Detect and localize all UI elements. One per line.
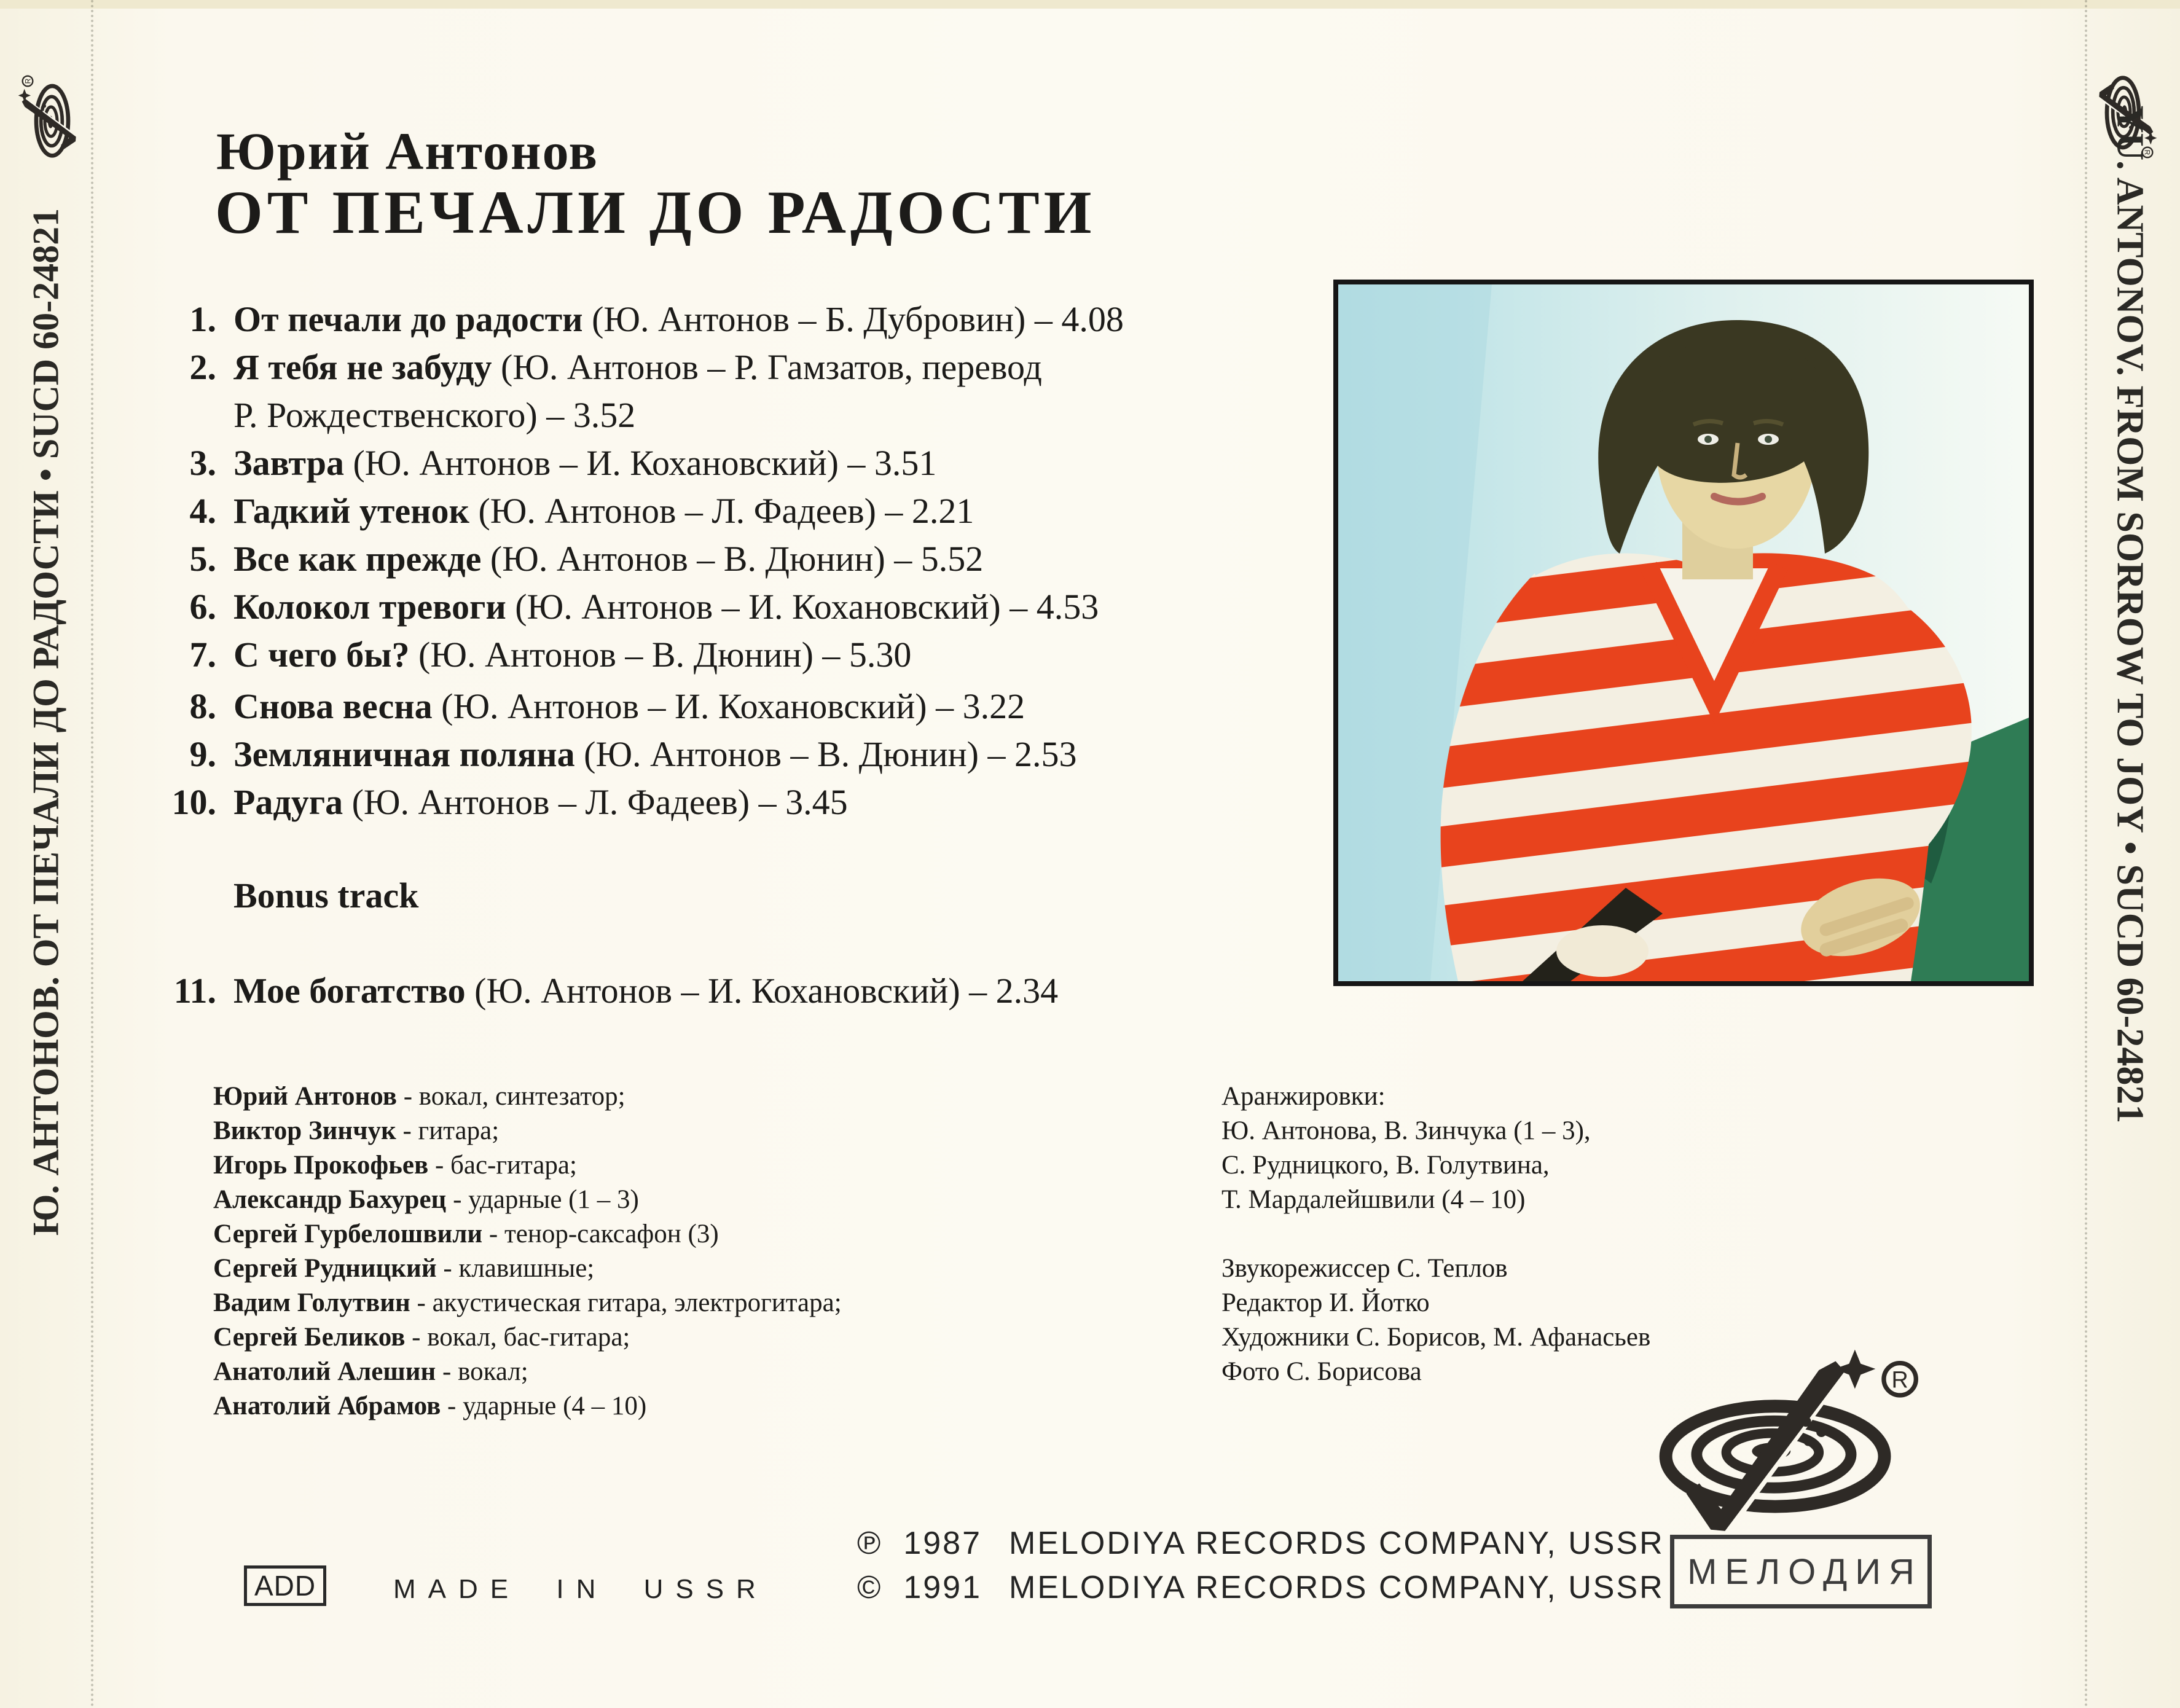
track-row [147, 488, 1352, 534]
track-number: 9. [189, 734, 216, 774]
copyright-line [857, 1569, 1664, 1606]
track-title: Завтра [233, 443, 344, 483]
track-title: Земляничная поляна [233, 734, 575, 774]
arrangements-line: Ю. Антонова, В. Зинчука (1 – 3), [1221, 1116, 1591, 1145]
track-credits: (Ю. Антонов – И. Кохановский) – 3.51 [343, 443, 937, 483]
track-credits: (Ю. Антонов – Р. Гамзатов, перевод [492, 347, 1042, 387]
melodiya-logo-small-left [15, 74, 77, 160]
phonogram-year: 1987 [903, 1526, 982, 1561]
track-number: 2. [189, 347, 216, 387]
track-title: Радуга [233, 782, 343, 822]
track-row [147, 536, 1352, 582]
track-number: 11. [173, 971, 216, 1011]
track-title: Мое богатство [233, 971, 466, 1011]
musician-line: Виктор Зинчук - гитара; [213, 1116, 500, 1145]
made-in-ussr-label: MADE IN USSR [393, 1574, 768, 1604]
arrangements-heading: Аранжировки: [1221, 1082, 1386, 1111]
track-number: 3. [189, 443, 216, 483]
track-row [147, 297, 1352, 342]
track-credits: (Ю. Антонов – И. Кохановский) – 2.34 [465, 971, 1059, 1011]
musician-line: Сергей Беликов - вокал, бас-гитара; [213, 1323, 630, 1352]
track-row [147, 441, 1352, 486]
track-number: 10. [171, 782, 216, 822]
track-number: 5. [189, 539, 216, 579]
staff-line: Звукорежиссер С. Теплов [1221, 1254, 1508, 1283]
track-row [147, 584, 1352, 630]
bonus-track-heading: Bonus track [233, 876, 419, 915]
track-credits: (Ю. Антонов – В. Дюнин) – 2.53 [574, 734, 1077, 774]
track-title: Все как прежде [233, 539, 482, 579]
musician-line: Анатолий Абрамов - ударные (4 – 10) [213, 1392, 647, 1420]
musician-line: Вадим Голутвин - акустическая гитара, электрогитара; [213, 1288, 842, 1317]
musician-line: Игорь Прокофьев - бас-гитара; [213, 1151, 577, 1180]
track-credits: (Ю. Антонов – В. Дюнин) – 5.30 [409, 635, 912, 675]
artist-photo [1333, 280, 2034, 986]
track-number: 1. [189, 299, 216, 339]
track-row-continuation [147, 393, 1352, 438]
track-credits: (Ю. Антонов – Л. Фадеев) – 2.21 [469, 491, 974, 531]
track-credits: Р. Рождественского) – 3.52 [233, 395, 636, 435]
musician-line: Сергей Гурбелошвили - тенор-саксафон (3) [213, 1220, 719, 1248]
arrangements-line: С. Рудницкого, В. Голутвина, [1221, 1151, 1550, 1180]
add-badge: ADD [244, 1565, 326, 1606]
staff-line: Фото С. Борисова [1221, 1357, 1422, 1386]
track-credits: (Ю. Антонов – И. Кохановский) – 4.53 [506, 587, 1099, 627]
musician-line: Александр Бахурец - ударные (1 – 3) [213, 1185, 639, 1214]
track-title: Снова весна [233, 686, 433, 726]
track-title: С чего бы? [233, 635, 410, 675]
copyright-company: MELODIYA RECORDS COMPANY, USSR [1009, 1570, 1664, 1605]
fold-line-left [91, 0, 93, 1708]
track-row [147, 780, 1352, 825]
track-title: Колокол тревоги [233, 587, 506, 627]
musician-line: Сергей Рудницкий - клавишные; [213, 1254, 595, 1283]
fold-line-right [2085, 0, 2087, 1708]
track-row [147, 684, 1352, 729]
scan-edge [0, 0, 2180, 9]
track-credits: (Ю. Антонов – Л. Фадеев) – 3.45 [343, 782, 848, 822]
track-row [147, 732, 1352, 777]
phonogram-company: MELODIYA RECORDS COMPANY, USSR [1009, 1526, 1664, 1561]
track-title: Гадкий утенок [233, 491, 469, 531]
album-title: ОТ ПЕЧАЛИ ДО РАДОСТИ [215, 178, 1096, 246]
spine-text-english: YU. ANTONOV. FROM SORROW TO JOY • SUCD 60-24821 [2109, 105, 2151, 1124]
melodiya-wordmark: МЕЛОДИЯ [1670, 1535, 1932, 1608]
track-number: 8. [189, 686, 216, 726]
track-title: Я тебя не забуду [233, 347, 492, 387]
track-number: 6. [189, 587, 216, 627]
staff-line: Художники С. Борисов, М. Афанасьев [1221, 1323, 1651, 1352]
track-row [147, 968, 1352, 1014]
phonogram-symbol: ℗ [857, 1526, 883, 1561]
musician-line: Анатолий Алешин - вокал; [213, 1357, 528, 1386]
arrangements-line: Т. Мардалейшвили (4 – 10) [1221, 1185, 1526, 1214]
musician-line: Юрий Антонов - вокал, синтезатор; [213, 1082, 625, 1111]
track-title: От печали до радости [233, 299, 583, 339]
phonogram-line [857, 1525, 1664, 1562]
copyright-symbol: © [857, 1570, 883, 1605]
track-number: 7. [189, 635, 216, 675]
melodiya-logo [1653, 1341, 1923, 1534]
staff-line: Редактор И. Йотко [1221, 1288, 1430, 1317]
copyright-year: 1991 [903, 1570, 982, 1605]
artist-name: Юрий Антонов [216, 122, 598, 181]
spine-text-russian: Ю. АНТОНОВ. ОТ ПЕЧАЛИ ДО РАДОСТИ • SUCD 60-24821 [25, 208, 66, 1236]
track-credits: (Ю. Антонов – В. Дюнин) – 5.52 [481, 539, 984, 579]
track-credits: (Ю. Антонов – Б. Дубровин) – 4.08 [582, 299, 1124, 339]
track-row [147, 632, 1352, 678]
track-credits: (Ю. Антонов – И. Кохановский) – 3.22 [432, 686, 1025, 726]
track-row [147, 345, 1352, 390]
track-number: 4. [189, 491, 216, 531]
